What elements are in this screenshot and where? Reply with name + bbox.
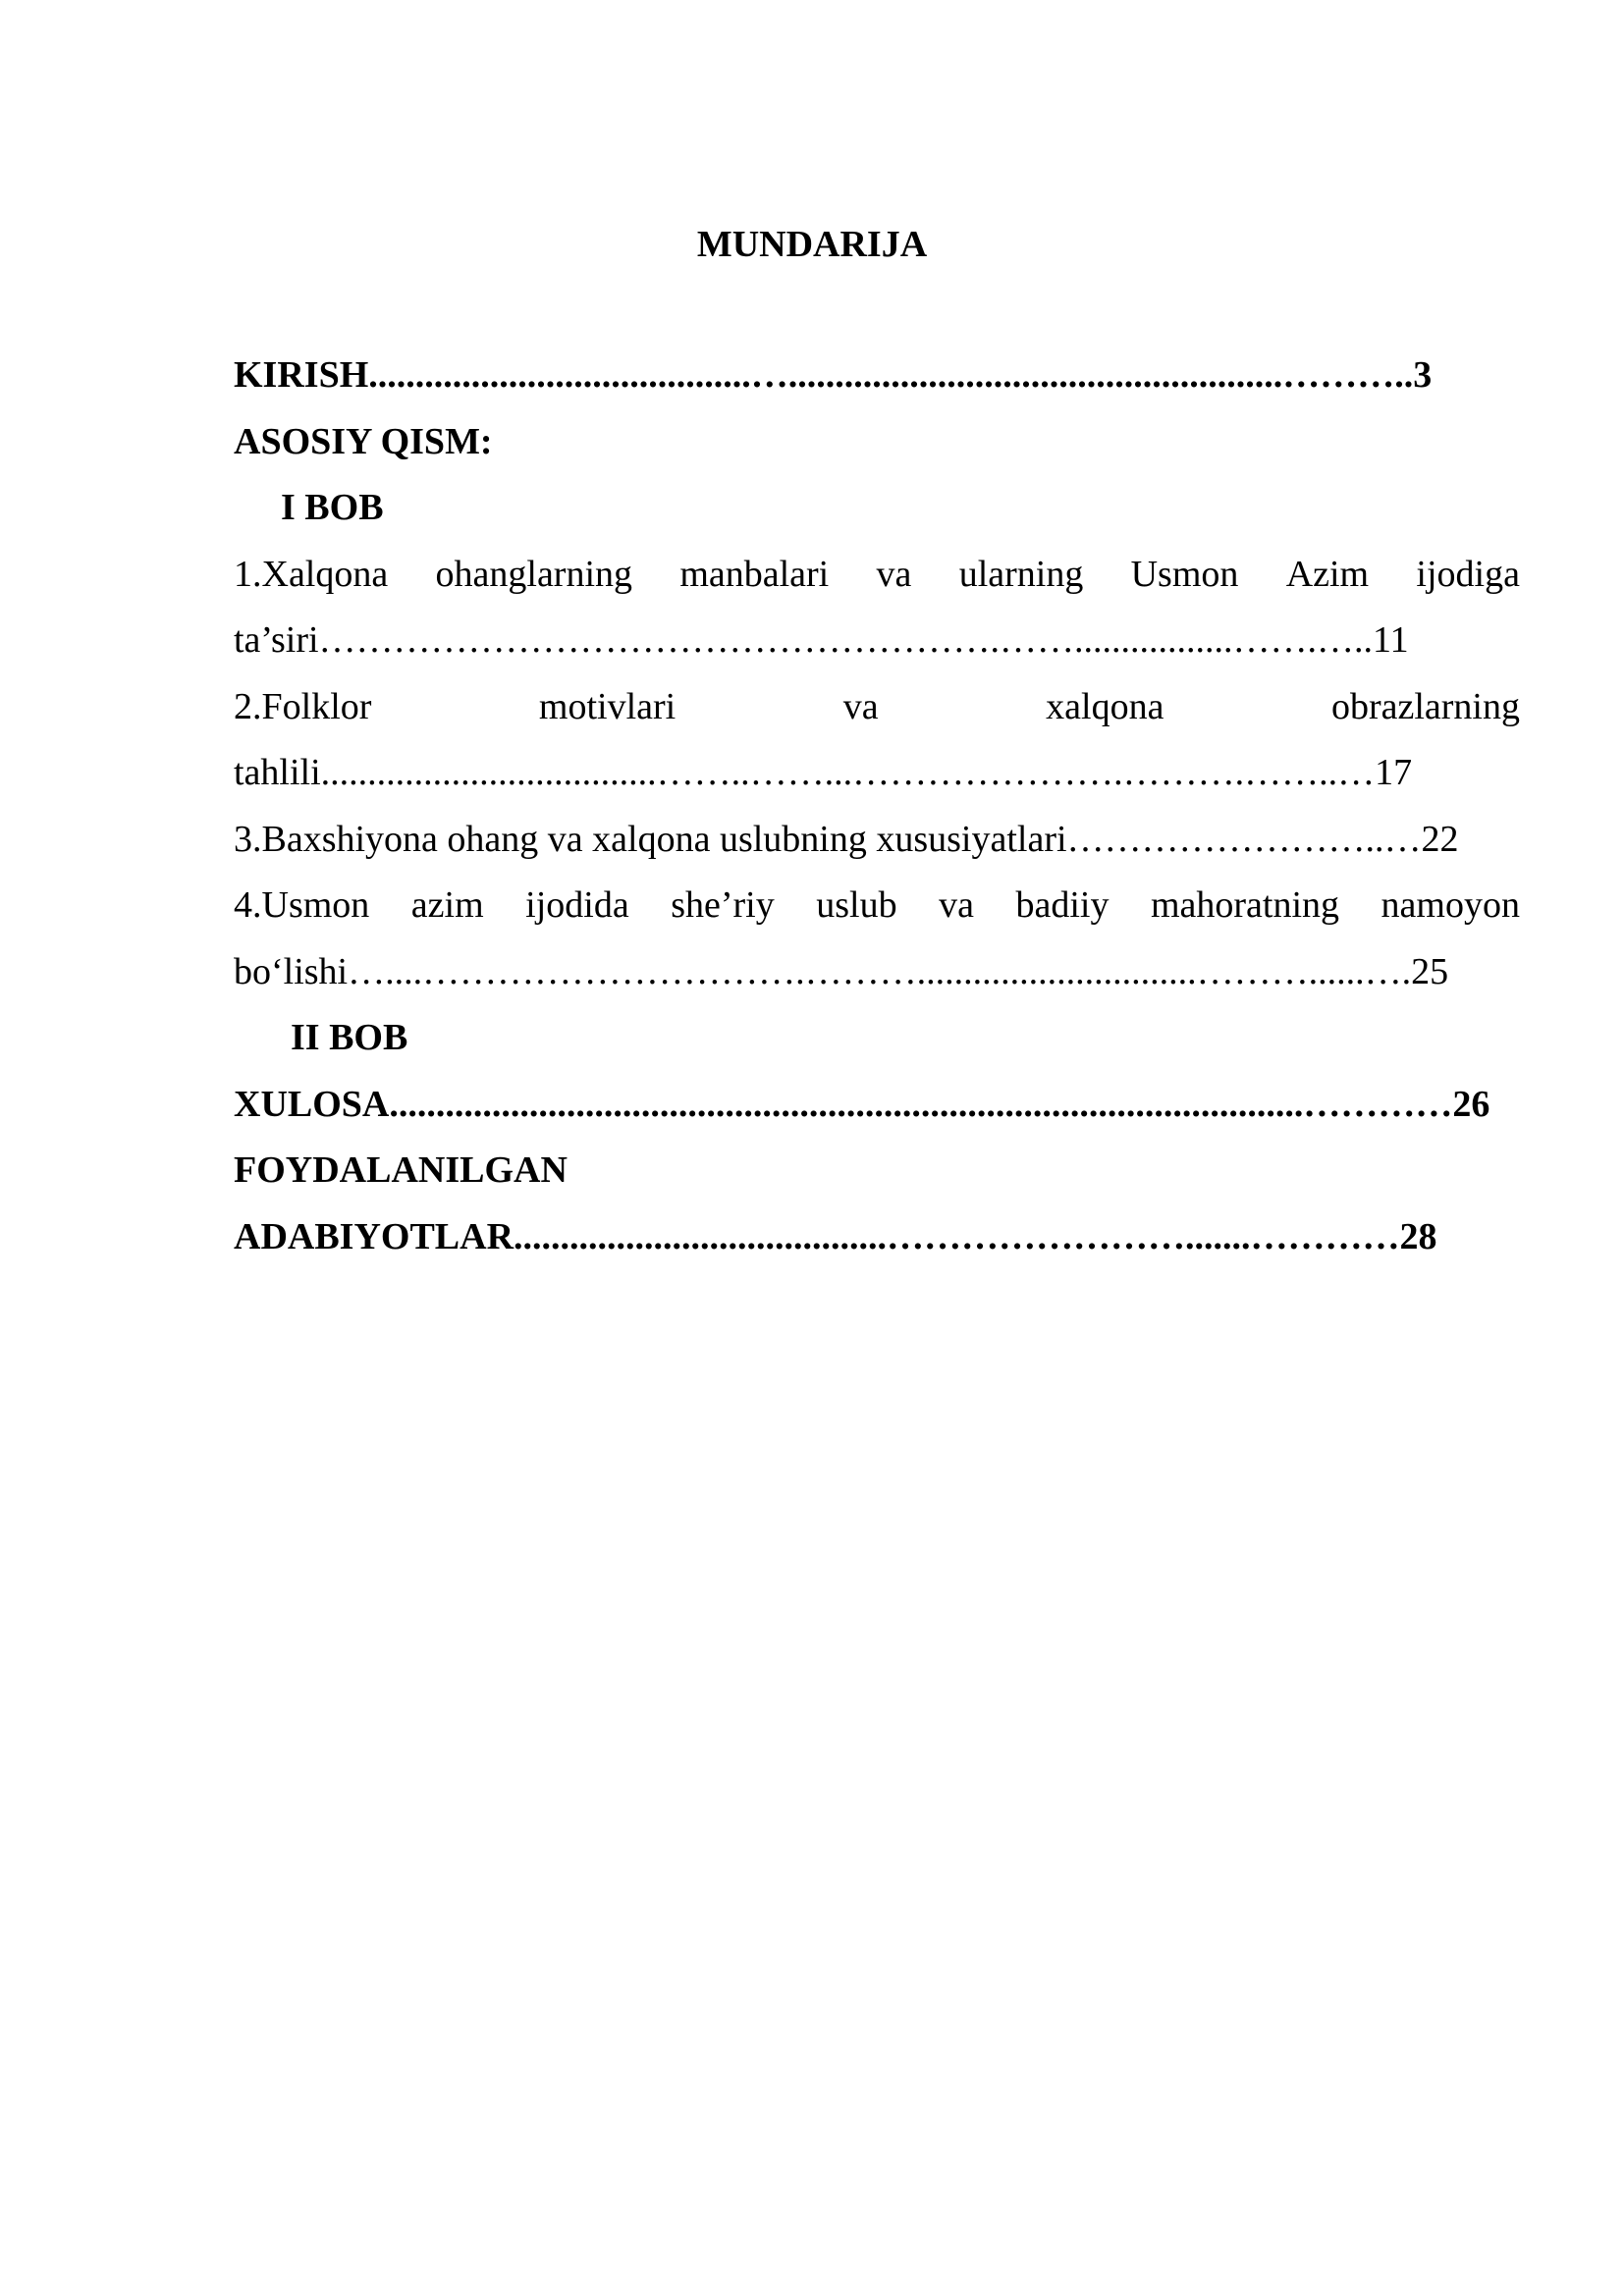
table-of-contents: [234, 348, 1520, 1276]
toc-word: motivlari: [538, 685, 677, 727]
toc-word: ohanglarning: [435, 553, 633, 595]
page-title: MUNDARIJA: [696, 224, 928, 265]
toc-word: ijodida: [525, 884, 629, 926]
toc-word: va: [939, 884, 974, 926]
toc-entry-foydalanilgan: FOYDALANILGAN: [234, 1149, 568, 1191]
toc-word: namoyon: [1380, 884, 1520, 926]
toc-entry-1-line-1: [234, 548, 1520, 614]
toc-entry-xulosa: XULOSA..................................................................................................…………26: [234, 1083, 1490, 1125]
toc-word: manbalari: [679, 553, 830, 595]
toc-word: Azim: [1285, 553, 1370, 595]
toc-entry-1-line-2: ta’siri……………………………………………….…….................…….…..11: [234, 619, 1409, 661]
toc-word: 1.Xalqona: [234, 553, 389, 595]
toc-entry-bob-1: I BOB: [281, 487, 384, 528]
toc-entry-2-line-2: tahlili....................................……..……...………………….……….……..…17: [234, 752, 1413, 793]
toc-word: azim: [410, 884, 484, 926]
toc-word: she’riy: [671, 884, 775, 926]
toc-entry-3: 3.Baxshiyona ohang va xalqona uslubning xususiyatlari……………………..…22: [234, 818, 1459, 860]
toc-entry-4-line-1: [234, 879, 1520, 945]
toc-entry-4-line-2: bo‘lishi…....………………………….………..............................………......….25: [234, 950, 1449, 992]
toc-word: mahoratning: [1150, 884, 1340, 926]
toc-word: Usmon: [1130, 553, 1239, 595]
toc-entry-2-line-1: [234, 680, 1520, 747]
toc-word: va: [876, 553, 912, 595]
toc-word: xalqona: [1046, 685, 1164, 727]
toc-word: 4.Usmon: [234, 884, 370, 926]
toc-word: obrazlarning: [1330, 685, 1520, 727]
toc-entry-asosiy-qism: ASOSIY QISM:: [234, 420, 493, 462]
toc-word: 2.Folklor: [234, 685, 372, 727]
toc-entry-kirish: KIRISH.........................................….....................................................………..3: [234, 354, 1433, 396]
toc-entry-bob-2: II BOB: [291, 1017, 408, 1058]
toc-entry-adabiyotlar: ADABIYOTLAR........................................…………………….......…………28: [234, 1215, 1437, 1257]
toc-word: ijodiga: [1416, 553, 1520, 595]
toc-word: va: [842, 685, 879, 727]
toc-word: badiiy: [1015, 884, 1110, 926]
toc-word: uslub: [816, 884, 897, 926]
toc-word: ularning: [958, 553, 1084, 595]
